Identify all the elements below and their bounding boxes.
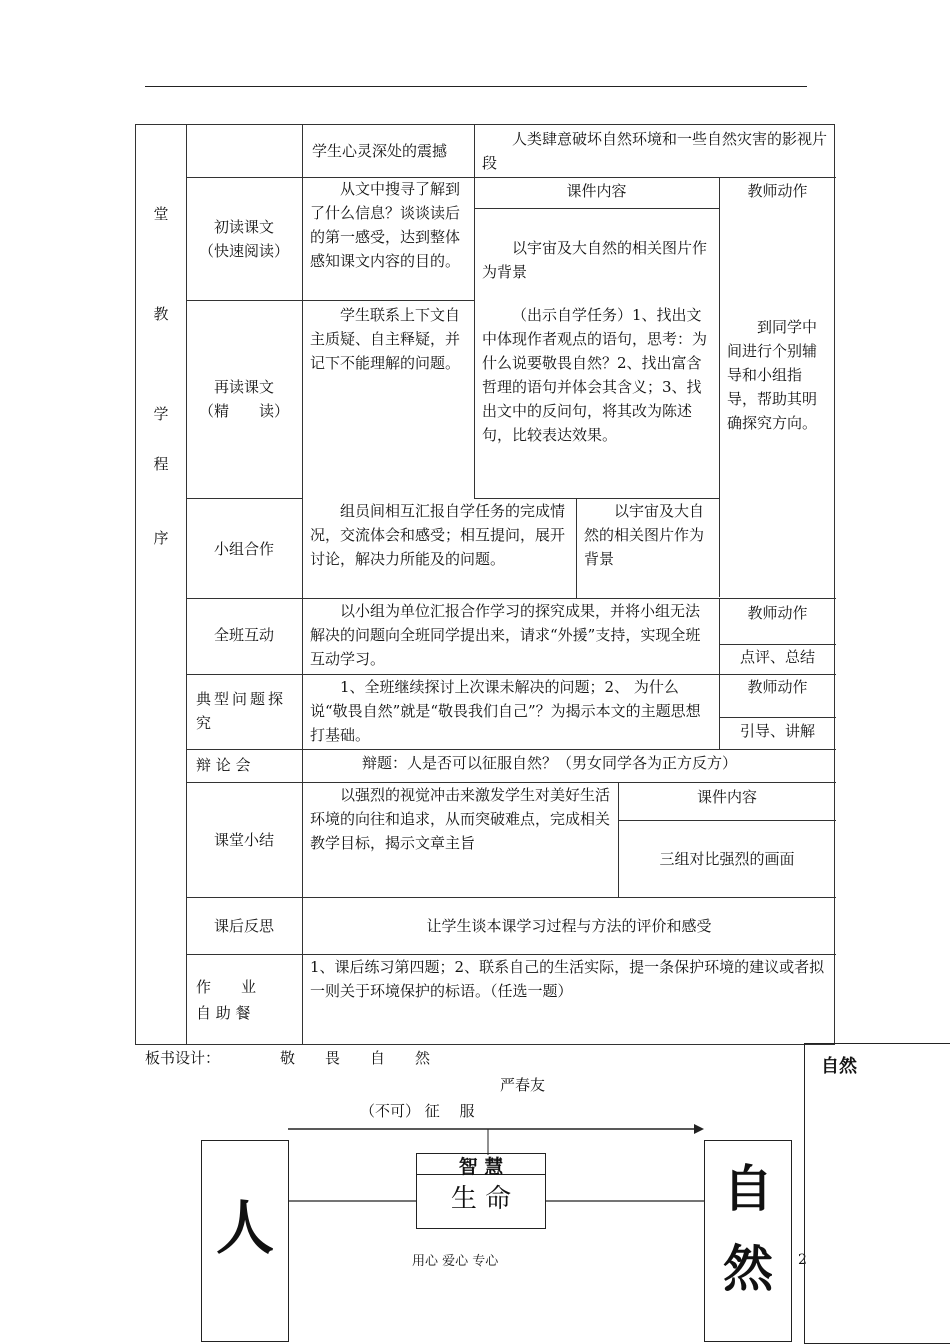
row7-stage: 辩 论 会 — [196, 756, 251, 774]
row5-content: 以小组为单位汇报合作学习的探究成果，并将小组无法解决的问题向全班同学提出来，请求“外援”支持，实现全班互动学习。 — [310, 602, 701, 668]
row1-col3: 人类肆意破坏自然环境和一些自然灾害的影视片段 — [482, 130, 828, 172]
row10-stage-line2: 自 助 餐 — [196, 1004, 251, 1022]
row1-col2: 学生心灵深处的震撼 — [312, 142, 448, 160]
row8-content: 以强烈的视觉冲击来激发学生对美好生活环境的向往和追求，从而突破难点，完成相关教学目标，揭示文章主旨 — [310, 786, 611, 852]
board-author: 严春友 — [500, 1076, 546, 1094]
board-arrow-label: （不可） 征 服 — [360, 1102, 475, 1120]
board-label: 板书设计： — [145, 1049, 221, 1067]
board-title: 敬 畏 自 然 — [280, 1049, 431, 1067]
row9-stage: 课后反思 — [213, 917, 274, 935]
footer-motto: 用心 爱心 专心 — [412, 1254, 499, 1269]
row2-stage: 初读课文 （快速阅读） — [198, 218, 289, 260]
row3-courseware: （出示自学任务）1、找出文中体现作者观点的语句，思考：为什么说要敬畏自然？2、找出富含哲理的语句并体会其含义；3、找出文中的反问句，将其改为陈述句，比较表达效果。 — [482, 306, 708, 444]
header-courseware: 课件内容 — [566, 182, 627, 200]
row2-student: 从文中搜寻了解到了什么信息？谈谈读后的第一感受，达到整体感知课文内容的目的。 — [310, 180, 461, 270]
row8-courseware: 三组对比强烈的画面 — [659, 850, 795, 868]
side-title-char: 序 — [153, 529, 169, 547]
row2-courseware: 以宇宙及大自然的相关图片作为背景 — [482, 239, 708, 281]
row6-content: 1、全班继续探讨上次课未解决的问题；2、 为什么说“敬畏自然”就是“敬畏我们自己”？为揭示本文的主题思想打基础。 — [310, 678, 701, 744]
board-center-top: 智 慧 — [458, 1156, 504, 1178]
board-right-box — [704, 1140, 792, 1342]
side-title-char: 堂 — [153, 205, 169, 223]
row4-courseware: 以宇宙及大自然的相关图片作为背景 — [584, 502, 705, 568]
side-box — [804, 1043, 950, 1344]
page-number-fragment: 2 — [798, 1252, 807, 1268]
board-center-bottom: 生 命 — [450, 1184, 512, 1214]
row6-teacher: 引导、讲解 — [739, 722, 815, 740]
row10-content: 1、课后练习第四题；2、联系自己的生活实际，提一条保护环境的建议或者拟一则关于环境保护的标语。（任选一题） — [310, 958, 825, 1000]
row10-stage-line1: 作 业 — [196, 978, 257, 996]
board-center-box — [416, 1153, 546, 1229]
row3-teacher: 到同学中间进行个别辅导和小组指导，帮助其明确探究方向。 — [727, 318, 818, 432]
row4-student: 组员间相互汇报自学任务的完成情况，交流体会和感受；相互提问，展开讨论，解决力所能及的问题。 — [310, 502, 566, 568]
row6-stage: 典型问题探究 — [196, 690, 287, 732]
board-left-box — [201, 1140, 289, 1342]
side-title-char: 教 — [153, 305, 169, 323]
row4-stage: 小组合作 — [213, 540, 274, 558]
row5-teacher-head: 教师动作 — [747, 604, 808, 622]
row3-stage: 再读课文 （精 读） — [198, 378, 289, 420]
row8-courseware-head: 课件内容 — [696, 788, 757, 806]
board-right-text: 自 然 — [723, 1159, 773, 1298]
header-teacher-action: 教师动作 — [747, 182, 808, 200]
row5-stage: 全班互动 — [213, 626, 274, 644]
row7-content: 辩题：人是否可以征服自然？（男女同学各为正方反方） — [362, 754, 738, 772]
row6-teacher-head: 教师动作 — [747, 678, 808, 696]
side-title-char: 学 — [153, 405, 169, 423]
row8-stage: 课堂小结 — [213, 831, 274, 849]
row5-teacher: 点评、总结 — [739, 648, 815, 666]
row9-content: 让学生谈本课学习过程与方法的评价和感受 — [426, 917, 712, 935]
board-left-text: 人 — [215, 1194, 274, 1262]
row3-student: 学生联系上下文自主质疑、自主释疑，并记下不能理解的问题。 — [310, 306, 461, 372]
side-box-text: 自然 — [821, 1056, 857, 1077]
side-title-char: 程 — [153, 455, 169, 473]
